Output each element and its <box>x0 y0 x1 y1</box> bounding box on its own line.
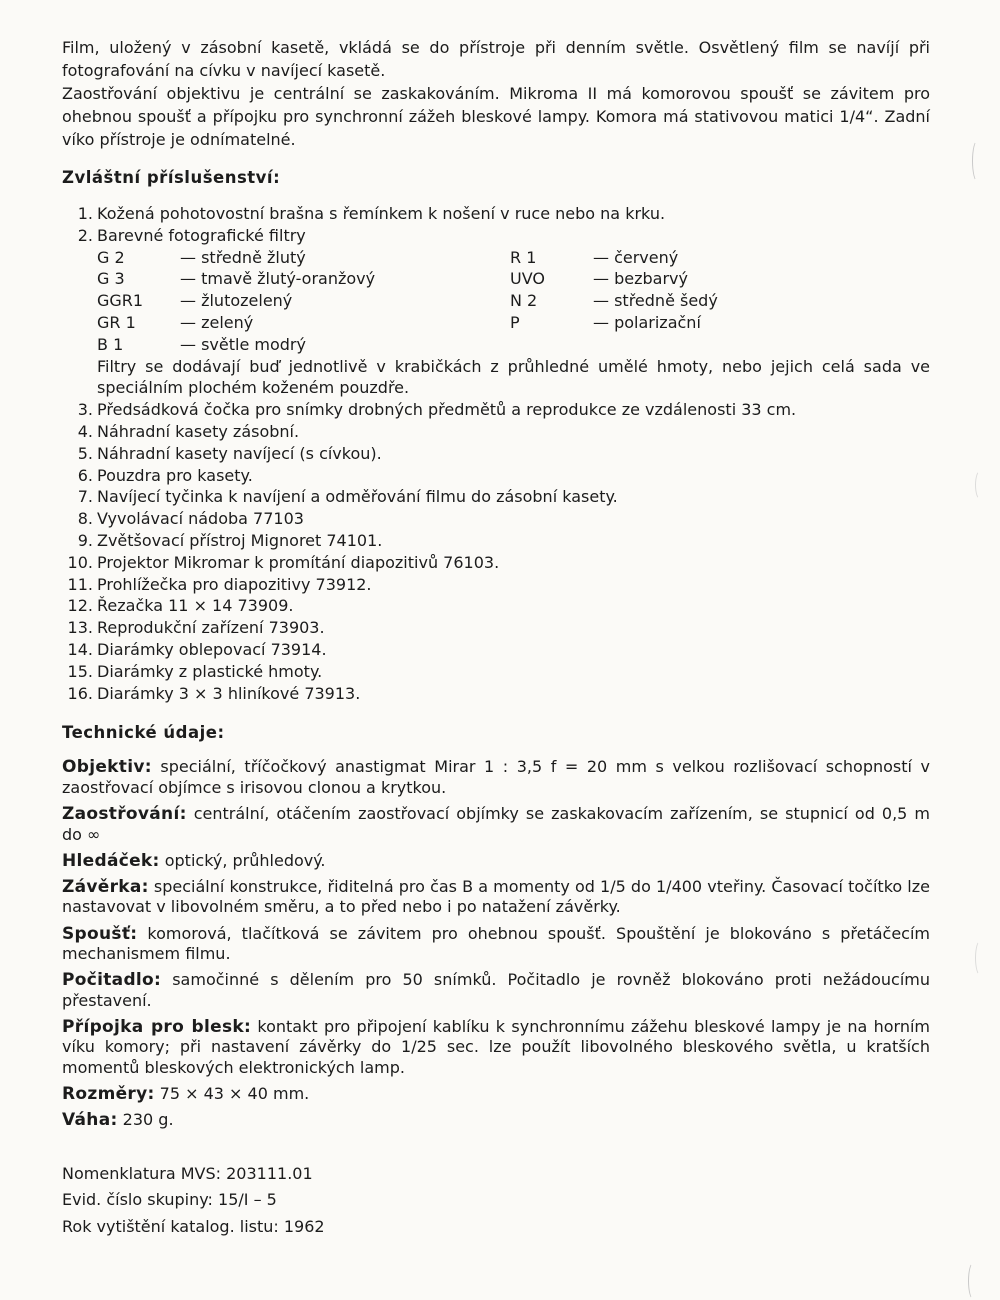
spec-text: speciální konstrukce, řiditelná pro čas B a momenty od 1/5 do 1/400 vteřiny. Časovací točítko lze nastavovat v libovolném směru, a to před nebo i po natažení závěrky. <box>62 876 930 917</box>
spec-entry <box>62 970 930 1011</box>
list-item-number: 8. <box>77 509 93 529</box>
group-number-line: Evid. číslo skupiny: 15/I – 5 <box>62 1190 277 1210</box>
list-item <box>62 639 930 661</box>
spec-entry <box>62 1084 930 1105</box>
filter-row <box>97 247 427 269</box>
list-item-text: Kožená pohotovostní brašna s řemínkem k nošení v ruce nebo na krku. <box>97 204 666 223</box>
binder-hole-mark <box>975 940 986 976</box>
list-item <box>62 530 930 552</box>
list-item-number: 15. <box>67 661 93 681</box>
list-item <box>62 661 930 683</box>
filter-desc: — bezbarvý <box>593 269 688 289</box>
catalog-footer <box>62 1161 930 1241</box>
spec-entry <box>62 804 930 845</box>
list-item <box>62 683 930 705</box>
filter-code: N 2 <box>510 291 538 311</box>
list-item <box>62 552 930 574</box>
list-item-text: Diarámky oblepovací 73914. <box>97 639 327 659</box>
list-item <box>62 225 930 247</box>
spec-entry <box>62 757 930 798</box>
intro-paragraph-film: Film, uložený v zásobní kasetě, vkládá se do přístroje při denním světle. Osvětlený film se navíjí při fotografování na cívku v navíjecí kasetě. <box>62 38 930 80</box>
spec-label: Spoušť: <box>62 923 138 944</box>
spec-text: 75 × 43 × 40 mm. <box>154 1084 310 1104</box>
spec-text: speciální, tříčočkový anastigmat Mirar 1 : 3,5 f = 20 mm s velkou rozlišovací schopností v zaostřovací objímce s irisovou clonou a krytkou. <box>62 757 930 797</box>
accessories-list-rest <box>62 399 930 704</box>
filter-desc: — žlutozelený <box>180 291 293 311</box>
list-item <box>62 421 930 443</box>
list-item-number: 16. <box>67 683 93 703</box>
filter-row <box>97 334 427 356</box>
list-item-text: Vyvolávací nádoba 77103 <box>97 509 304 529</box>
spec-label: Přípojka pro blesk: <box>62 1016 252 1037</box>
document-page <box>62 36 930 1240</box>
list-item-text: Navíjecí tyčinka k navíjení a odměřování filmu do zásobní kasety. <box>97 487 618 507</box>
list-item-text: Zvětšovací přístroj Mignoret 74101. <box>97 530 383 550</box>
spec-text: optický, průhledový. <box>159 850 326 870</box>
spec-label: Váha: <box>62 1110 118 1131</box>
filter-row <box>510 268 840 290</box>
list-item-number: 14. <box>67 639 93 659</box>
list-item-number: 7. <box>77 487 93 507</box>
spec-label: Rozměry: <box>62 1084 155 1105</box>
binder-hole-mark <box>972 140 983 182</box>
list-item-text: Pouzdra pro kasety. <box>97 465 253 485</box>
spec-entry <box>62 1110 930 1131</box>
filter-table <box>97 247 930 356</box>
filter-code: P <box>510 312 520 332</box>
list-item <box>62 465 930 487</box>
spec-text: komorová, tlačítková se závitem pro ohebnou spoušť. Spouštění je blokováno s přetáčecím mechanismem filmu. <box>62 923 930 964</box>
spec-label: Závěrka: <box>62 876 149 897</box>
list-item-number: 10. <box>67 552 93 572</box>
print-year-line: Rok vytištění katalog. listu: 1962 <box>62 1216 325 1236</box>
spec-text: samočinné s dělením pro 50 snímků. Počitadlo je rovněž blokováno proti nežádoucímu přestavení. <box>62 970 930 1010</box>
spec-entry <box>62 851 930 872</box>
list-item-number: 3. <box>77 400 93 420</box>
spec-entry <box>62 877 930 918</box>
filter-row <box>510 312 840 334</box>
filter-desc: — světle modrý <box>180 334 306 354</box>
spec-entry <box>62 1017 930 1079</box>
list-item <box>62 203 930 225</box>
list-item-text: Diarámky 3 × 3 hliníkové 73913. <box>97 683 361 703</box>
filter-code: B 1 <box>97 334 124 354</box>
list-item-text: Prohlížečka pro diapozitivy 73912. <box>97 574 372 594</box>
accessories-heading: Zvláštní příslušenství: <box>62 168 281 187</box>
list-item <box>62 443 930 465</box>
filter-desc: — tmavě žlutý-oranžový <box>180 269 376 289</box>
filter-row <box>510 247 840 269</box>
technical-specs <box>62 757 930 1131</box>
filter-code: G 3 <box>97 269 125 289</box>
list-item-text: Barevné fotografické filtry <box>97 225 306 245</box>
filters-note: Filtry se dodávají buď jednotlivě v krabičkách z průhledné umělé hmoty, nebo jejich celá sada ve speciálním plochém koženém pouzdře. <box>97 356 930 398</box>
spec-label: Hledáček: <box>62 850 160 871</box>
filter-row <box>510 290 840 312</box>
spec-text: kontakt pro připojení kablíku k synchronnímu zážehu bleskové lampy je na horním víku komory; při nastavení závěrky do 1/25 sec. lze použít libovolného bleskového světla, u kratších momentů bleskových elektronických lamp. <box>62 1016 930 1078</box>
spec-label: Počitadlo: <box>62 970 162 991</box>
list-item-text: Předsádková čočka pro snímky drobných předmětů a reprodukce ze vzdálenosti 33 cm. <box>97 400 797 420</box>
filter-desc: — zelený <box>180 312 254 332</box>
list-item <box>62 508 930 530</box>
spec-label: Zaostřování: <box>62 804 187 825</box>
list-item-number: 6. <box>77 465 93 485</box>
list-item-text: Projektor Mikromar k promítání diapozitivů 76103. <box>97 552 500 572</box>
filter-code: R 1 <box>510 247 537 267</box>
list-item-number: 2. <box>77 225 93 245</box>
filter-code: G 2 <box>97 247 125 267</box>
intro-paragraph-focusing: Zaostřování objektivu je centrální se zaskakováním. Mikroma II má komorovou spoušť se závitem pro ohebnou spoušť a přípojku pro synchronní zážeh bleskové lampy. Komora má stativovou matici 1/4“. Zadní víko přístroje je odnímatelné. <box>62 84 930 149</box>
spec-text: 230 g. <box>117 1110 174 1130</box>
filter-column-left <box>97 247 427 356</box>
list-item <box>62 486 930 508</box>
filter-row <box>97 290 427 312</box>
list-item-text: Náhradní kasety navíjecí (s cívkou). <box>97 443 382 463</box>
spec-text: centrální, otáčením zaostřovací objímky se zaskakovacím zařízením, se stupnicí od 0,5 m do ∞ <box>62 804 930 844</box>
filter-code: GR 1 <box>97 312 136 332</box>
list-item-text: Řezačka 11 × 14 73909. <box>97 596 294 616</box>
accessories-list <box>62 203 930 704</box>
list-item-number: 12. <box>67 596 93 616</box>
list-item-number: 13. <box>67 618 93 638</box>
list-item-number: 4. <box>77 421 93 441</box>
nomenclature-line: Nomenklatura MVS: 203111.01 <box>62 1163 313 1183</box>
list-item-number: 1. <box>77 204 93 223</box>
filter-desc: — červený <box>593 247 679 267</box>
list-item <box>62 574 930 596</box>
filter-code: GGR1 <box>97 291 144 311</box>
filter-desc: — středně žlutý <box>180 247 306 267</box>
spec-label: Objektiv: <box>62 757 152 778</box>
spec-entry <box>62 924 930 965</box>
filter-row <box>97 268 427 290</box>
filter-column-right <box>510 247 840 334</box>
list-item-text: Diarámky z plastické hmoty. <box>97 661 323 681</box>
filter-desc: — středně šedý <box>593 291 718 311</box>
list-item <box>62 399 930 421</box>
list-item-text: Náhradní kasety zásobní. <box>97 421 300 441</box>
list-item <box>62 617 930 639</box>
filter-row <box>97 312 427 334</box>
list-item <box>62 595 930 617</box>
list-item-text: Reprodukční zařízení 73903. <box>97 618 325 638</box>
binder-hole-mark <box>975 470 986 500</box>
intro-section <box>62 36 930 151</box>
list-item-number: 11. <box>67 574 93 594</box>
binder-hole-mark <box>968 1262 979 1300</box>
list-item-number: 9. <box>77 530 93 550</box>
technical-heading: Technické údaje: <box>62 723 225 743</box>
list-item-number: 5. <box>77 443 93 463</box>
filter-desc: — polarizační <box>593 312 701 332</box>
filter-code: UVO <box>510 269 545 289</box>
